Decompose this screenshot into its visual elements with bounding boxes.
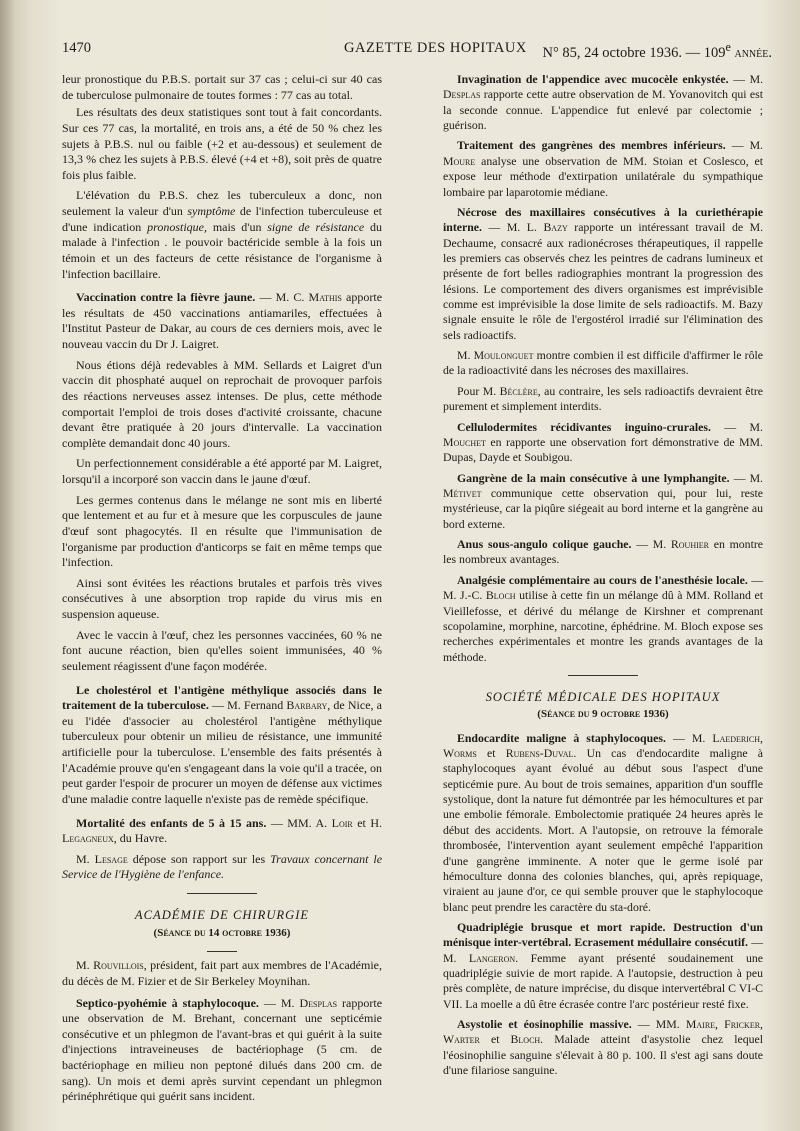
issue-ordinal: e bbox=[725, 40, 731, 54]
author-name: Fricker, bbox=[724, 1017, 763, 1032]
article-cellulodermites bbox=[443, 420, 763, 466]
paragraph bbox=[62, 852, 382, 883]
article-vaccination bbox=[62, 290, 382, 353]
text: M. bbox=[76, 851, 90, 866]
text: 14 bbox=[208, 926, 220, 939]
author-name: Mouchet bbox=[443, 434, 486, 449]
paragraph: Nous étions déjà redevables à MM. Sellards et Laigret d'un vaccin dit phosphaté auquel on reprochait de provoquer parfois des réactions nerveuses assez intenses. De plus, cette méthode comportait l'emploi de trois doses d'activité croissante, chacune devant être pratiquée à 20 jours d'intervalle. La vaccination complète demandait donc 40 jours. bbox=[62, 357, 382, 450]
article-asystolie bbox=[443, 1017, 763, 1078]
section-rule bbox=[207, 951, 237, 952]
paragraph: Avec le vaccin à l'œuf, chez les personnes vaccinées, 60 % ne font aucune réaction, bien qu'elles soient immunisées, 40 % seulement réagissent d'une façon modérée. bbox=[62, 627, 382, 673]
article-heading: Anus sous-angulo colique gauche. bbox=[457, 537, 632, 552]
text: — M. bbox=[673, 730, 706, 745]
author-name: Métivet bbox=[443, 485, 482, 500]
article-heading: Le cholestérol et l'antigène méthylique associés dans le traitement de la tuberculose. bbox=[62, 682, 382, 713]
right-column bbox=[443, 72, 763, 1084]
author-name: Moure bbox=[443, 153, 476, 168]
text: président, fait part aux membres de l'Académie, du décès de M. Fizier et de Sir Berkeley Moynihan. bbox=[62, 958, 382, 988]
author-name: Lesage bbox=[94, 851, 128, 866]
text: — M. J.-C. bbox=[443, 572, 764, 603]
paragraph: Les résultats des deux statistiques sont tout à fait concordants. Sur ces 77 cas, la mortalité, en trois ans, a été de 50 % chez les sujets à P.B.S. nul ou faible (+2 et au-dessous) et seulement de 13,3 % chez les sujets à P.B.S. élevé (+4 et +8), soit près de quatre fois plus faible. bbox=[62, 105, 382, 182]
emphasis: symptôme bbox=[187, 204, 236, 218]
article-mortalite bbox=[62, 816, 382, 847]
text: — M. C. bbox=[259, 290, 305, 305]
article-heading: Traitement des gangrènes des membres inférieurs. bbox=[457, 138, 726, 153]
text: — M. bbox=[724, 419, 763, 434]
text: — MM. bbox=[637, 1017, 680, 1032]
author-name: Mathis bbox=[308, 290, 342, 305]
section-rule bbox=[187, 893, 257, 894]
author-name: Bazy bbox=[543, 220, 568, 235]
article-heading: Analgésie complémentaire au cours de l'anesthésie locale. bbox=[457, 572, 748, 587]
article-heading: Vaccination contre la fièvre jaune. bbox=[76, 290, 256, 305]
author-name: Legagneux, bbox=[62, 831, 117, 846]
paragraph bbox=[443, 348, 763, 379]
author-name: Bloch. bbox=[510, 1032, 544, 1047]
paragraph bbox=[62, 188, 382, 282]
section-title: SOCIÉTÉ MÉDICALE DES HOPITAUX bbox=[485, 689, 721, 704]
article-endocardite bbox=[443, 731, 763, 915]
text: M. bbox=[76, 958, 90, 973]
text: — M. bbox=[731, 138, 764, 153]
emphasis: Travaux concernant le Service de l'Hygiène de l'enfance. bbox=[62, 851, 383, 882]
text: (Séance du bbox=[153, 926, 206, 939]
article-necrose bbox=[443, 205, 763, 343]
text: — M. Fernand bbox=[211, 698, 284, 713]
author-name: Barbary, bbox=[286, 698, 331, 713]
text: du malade à l'infection . le pouvoir bactéricide semble à la fois un témoin et un des facteurs de cette résistance de l'organisme à l'infection bacillaire. bbox=[62, 219, 383, 281]
article-anus bbox=[443, 537, 763, 568]
text: dépose son rapport sur les bbox=[132, 851, 266, 866]
article-heading: Mortalité des enfants de 5 à 15 ans. bbox=[76, 815, 267, 830]
author-name: Desplas bbox=[299, 995, 338, 1010]
author-name: Rouhier bbox=[670, 537, 709, 552]
author-name: Rouvillois, bbox=[93, 958, 147, 973]
text: L'élévation du P.B.S. chez les tuberculeux a donc, non seulement la valeur d'un bbox=[62, 188, 382, 218]
author-name: Moulonguet bbox=[473, 348, 534, 363]
text: mais d'un bbox=[212, 219, 262, 234]
text: Malade atteint d'asystolie chez lequel l'éosinophilie sanguine s'élevait à 80 p. 100. Il s'est agi sans doute d'une filariose sanguine. bbox=[443, 1032, 764, 1078]
article-gangrenes bbox=[443, 138, 763, 199]
text: et bbox=[490, 1032, 500, 1047]
text: en rapporte une observation fort démonstrative de MM. Dupas, Dayde et Soubigou. bbox=[443, 434, 763, 465]
paragraph: leur pronostique du P.B.S. portait sur 37 cas ; celui-ci sur 40 cas de tuberculose pulmonaire de toutes formes : 77 cas au total. bbox=[62, 72, 382, 102]
text: Pour M. bbox=[457, 383, 497, 398]
article-heading: Gangrène de la main consécutive à une lymphangite. bbox=[457, 470, 730, 485]
issue-year-label: année. bbox=[734, 44, 772, 61]
scan-binding-shadow bbox=[0, 0, 14, 1131]
paragraph bbox=[443, 384, 763, 415]
text: octobre bbox=[600, 708, 641, 721]
text: et H. bbox=[357, 815, 383, 830]
text: rapporte cette autre observation de M. Yovanovitch qui est la seconde connue. L'appendice fut enlevé par colectomie ; guérison. bbox=[443, 87, 763, 133]
text: 1936) bbox=[643, 708, 669, 721]
article-heading: Quadriplégie brusque et mort rapide. Destruction d'un ménisque inter-vertébral. Ecrasement médullaire consécutif. bbox=[443, 919, 763, 950]
text: rapporte un intéressant travail de M. Dechaume, consacré aux radionécroses thérapeutiques, il rappelle les premiers cas observés chez les peintres de cadrans lumineux et présente de fort belles radiographies montrant la progression des lésions. Le comportement des divers organismes est imprévisible comme est imprévisible la dose limite de sels radioactifs. M. Bazy signale ensuite le rôle de l'ergostérol irradié sur l'élimination des sels radioactifs. bbox=[443, 220, 764, 342]
author-name: Warter bbox=[443, 1032, 480, 1047]
text: au contraire, les sels radioactifs devraient être purement et simplement interdits. bbox=[443, 383, 763, 414]
article-heading: Endocardite maligne à staphylocoques. bbox=[457, 730, 666, 745]
article-invagination bbox=[443, 72, 763, 133]
author-name: Rubens-Duval. bbox=[505, 746, 577, 761]
left-column bbox=[62, 72, 382, 1110]
text: — M. bbox=[263, 995, 295, 1010]
section-title: ACADÉMIE DE CHIRURGIE bbox=[134, 908, 310, 922]
article-cholesterol bbox=[62, 683, 382, 808]
paragraph bbox=[62, 958, 382, 989]
text: — M. bbox=[443, 935, 764, 965]
author-name: Bloch bbox=[485, 588, 516, 603]
text: de l'infection tuberculeuse et d'une indication bbox=[62, 204, 382, 234]
journal-title: GAZETTE DES HOPITAUX bbox=[344, 40, 527, 56]
section-rule bbox=[568, 675, 638, 676]
article-gangrene-main bbox=[443, 471, 763, 532]
author-name: Maire, bbox=[685, 1017, 718, 1032]
text: — M. L. bbox=[488, 220, 537, 235]
issue-date: N° 85, 24 octobre 1936. — 109 bbox=[542, 44, 726, 61]
author-name: Desplas bbox=[443, 87, 481, 102]
text: — M. bbox=[636, 537, 667, 552]
text: montre combien il est difficile d'affirmer le rôle de la radioactivité dans les nécroses des maxillaires. bbox=[443, 348, 764, 378]
article-septico bbox=[62, 996, 382, 1105]
paragraph: Les germes contenus dans le mélange ne sont mis en liberté que lentement et au fur et à mesure que les corpuscules de jaune d'œuf sont phagocytés. Il en résulte que l'immunisation de l'organisme par production d'anticorps se fait en même temps que l'infection. bbox=[62, 492, 382, 570]
author-name: Laederich, bbox=[712, 730, 763, 745]
text: analyse une observation de MM. Stoian et Coslesco, et expose leur méthode d'extirpation unilatérale du sympathique lombaire par laparotomie médiane. bbox=[443, 153, 764, 199]
section-session bbox=[443, 707, 763, 722]
author-name: Worms bbox=[443, 746, 477, 761]
running-header bbox=[62, 40, 772, 64]
emphasis: signe de résistance bbox=[267, 219, 365, 234]
paragraph: Un perfectionnement considérable a été apporté par M. Laigret, lorsqu'il a incorporé son vaccin dans le jaune d'œuf. bbox=[62, 456, 382, 486]
text: octobre bbox=[222, 926, 263, 939]
text: apporte les résultats de 450 vaccinations antiamariles, effectuées à l'Institut Pasteur de Dakar, au cours de ces derniers mois, avec le nouveau vaccin du Dr J. Laigret. bbox=[62, 290, 383, 351]
text: (Séance du bbox=[537, 708, 590, 721]
article-heading: Invagination de l'appendice avec mucocèle enkystée. bbox=[457, 72, 729, 86]
article-heading: Septico-pyohémie à staphylocoque. bbox=[76, 995, 259, 1010]
author-name: Langeron. bbox=[468, 950, 519, 965]
text: 1936) bbox=[264, 926, 291, 939]
paragraph: Ainsi sont évitées les réactions brutales et parfois très vives consécutives à une absorption trop rapide du virus mis en suspension aqueuse. bbox=[62, 575, 382, 621]
author-name: Loir bbox=[331, 815, 353, 830]
text: — MM. A. bbox=[270, 815, 328, 830]
article-heading: Asystolie et éosinophilie massive. bbox=[457, 1017, 632, 1032]
article-quadriplegie bbox=[443, 920, 763, 1012]
text: communique cette observation qui, pour lui, reste mystérieuse, car la piqûre siégeait au bord interne et la gangrène au bord externe. bbox=[443, 485, 763, 531]
page-number: 1470 bbox=[62, 40, 91, 56]
text: du Havre. bbox=[119, 831, 168, 846]
section-session bbox=[62, 926, 382, 942]
text: — M. bbox=[733, 470, 764, 485]
author-name: Béclère, bbox=[499, 383, 541, 398]
issue-info bbox=[542, 40, 772, 62]
text: M. bbox=[457, 348, 471, 363]
text: Un cas d'endocardite maligne à staphylocoques ayant évolué au début sous l'aspect d'une septicémie pure. Au bout de trois semaines, apparition d'un souffle systolique, dont la nature fut démontrée par les hémocultures et par une embolie fémorale. Embolectomie pratiquée 24 heures après le début des accidents. Mort. A l'autopsie, on retrouve la fémorale thrombosée, l'intervention ayant seulement empêché l'apparition d'une gangrène imminente. A noter que le germe isolé par hémoculture donna des colonies blanches, qui, après repiquage, viraient au jaune d'or, ce qui semble prouver que le staphylocoque blanc peut prendre les caractère du sta-doré. bbox=[443, 746, 764, 914]
text: utilise à cette fin un mélange dû à MM. Rolland et Vieillefosse, et dérivé du mélange de Kirshner et comprenant scopolamine, morphine, narcotine, éphédrine. M. Bloch expose ses recherches expérimentales et montre les grands avantages de la méthode. bbox=[443, 588, 763, 664]
text: en montre les nombreux avantages. bbox=[443, 537, 764, 567]
text: — M. bbox=[733, 72, 764, 86]
article-heading: Nécrose des maxillaires consécutives à la curiethérapie interne. bbox=[443, 204, 763, 235]
text: de Nice, a eu l'idée d'associer au cholestérol l'antigène méthylique tuberculeux pour obtenir un milieu de résistance, une immunité artificielle pour la tuberculose. L'ensemble des faits présentés à l'Académie prouve qu'en s'engageant dans la voie qu'il a tracée, on peut garder l'espoir de procurer un moyen de défense aux victimes d'une maladie contre laquelle n'existe pas de remède spécifique. bbox=[62, 698, 382, 806]
text: et bbox=[487, 746, 496, 761]
article-heading: Cellulodermites récidivantes inguino-crurales. bbox=[457, 419, 711, 434]
article-analgesie bbox=[443, 573, 763, 665]
text: rapporte une observation de M. Brehant, concernant une septicémie consécutive et un phlegmon de l'avant-bras et qui guérit à la suite d'injections intraveineuses de bactériophage (5 cm. de bactériophage en milieu non peptoné dilués dans 200 cm. de sang). Un mois et demi après survint cependant un phlegmon périnéphrétique qui guérit sans incident. bbox=[62, 995, 383, 1104]
column-divider bbox=[425, 72, 426, 1082]
text: 9 bbox=[592, 708, 598, 721]
emphasis: pronostique, bbox=[147, 219, 207, 234]
text: Femme ayant présenté soudainement une quadriplégie suivie de mort rapide. A l'autopsie, destruction à peu près complète, de nature imprécise, du disque intervertébral C VI-C VII. La moelle a dû être écrasée contre l'arc postérieur resté fixe. bbox=[443, 950, 764, 1011]
